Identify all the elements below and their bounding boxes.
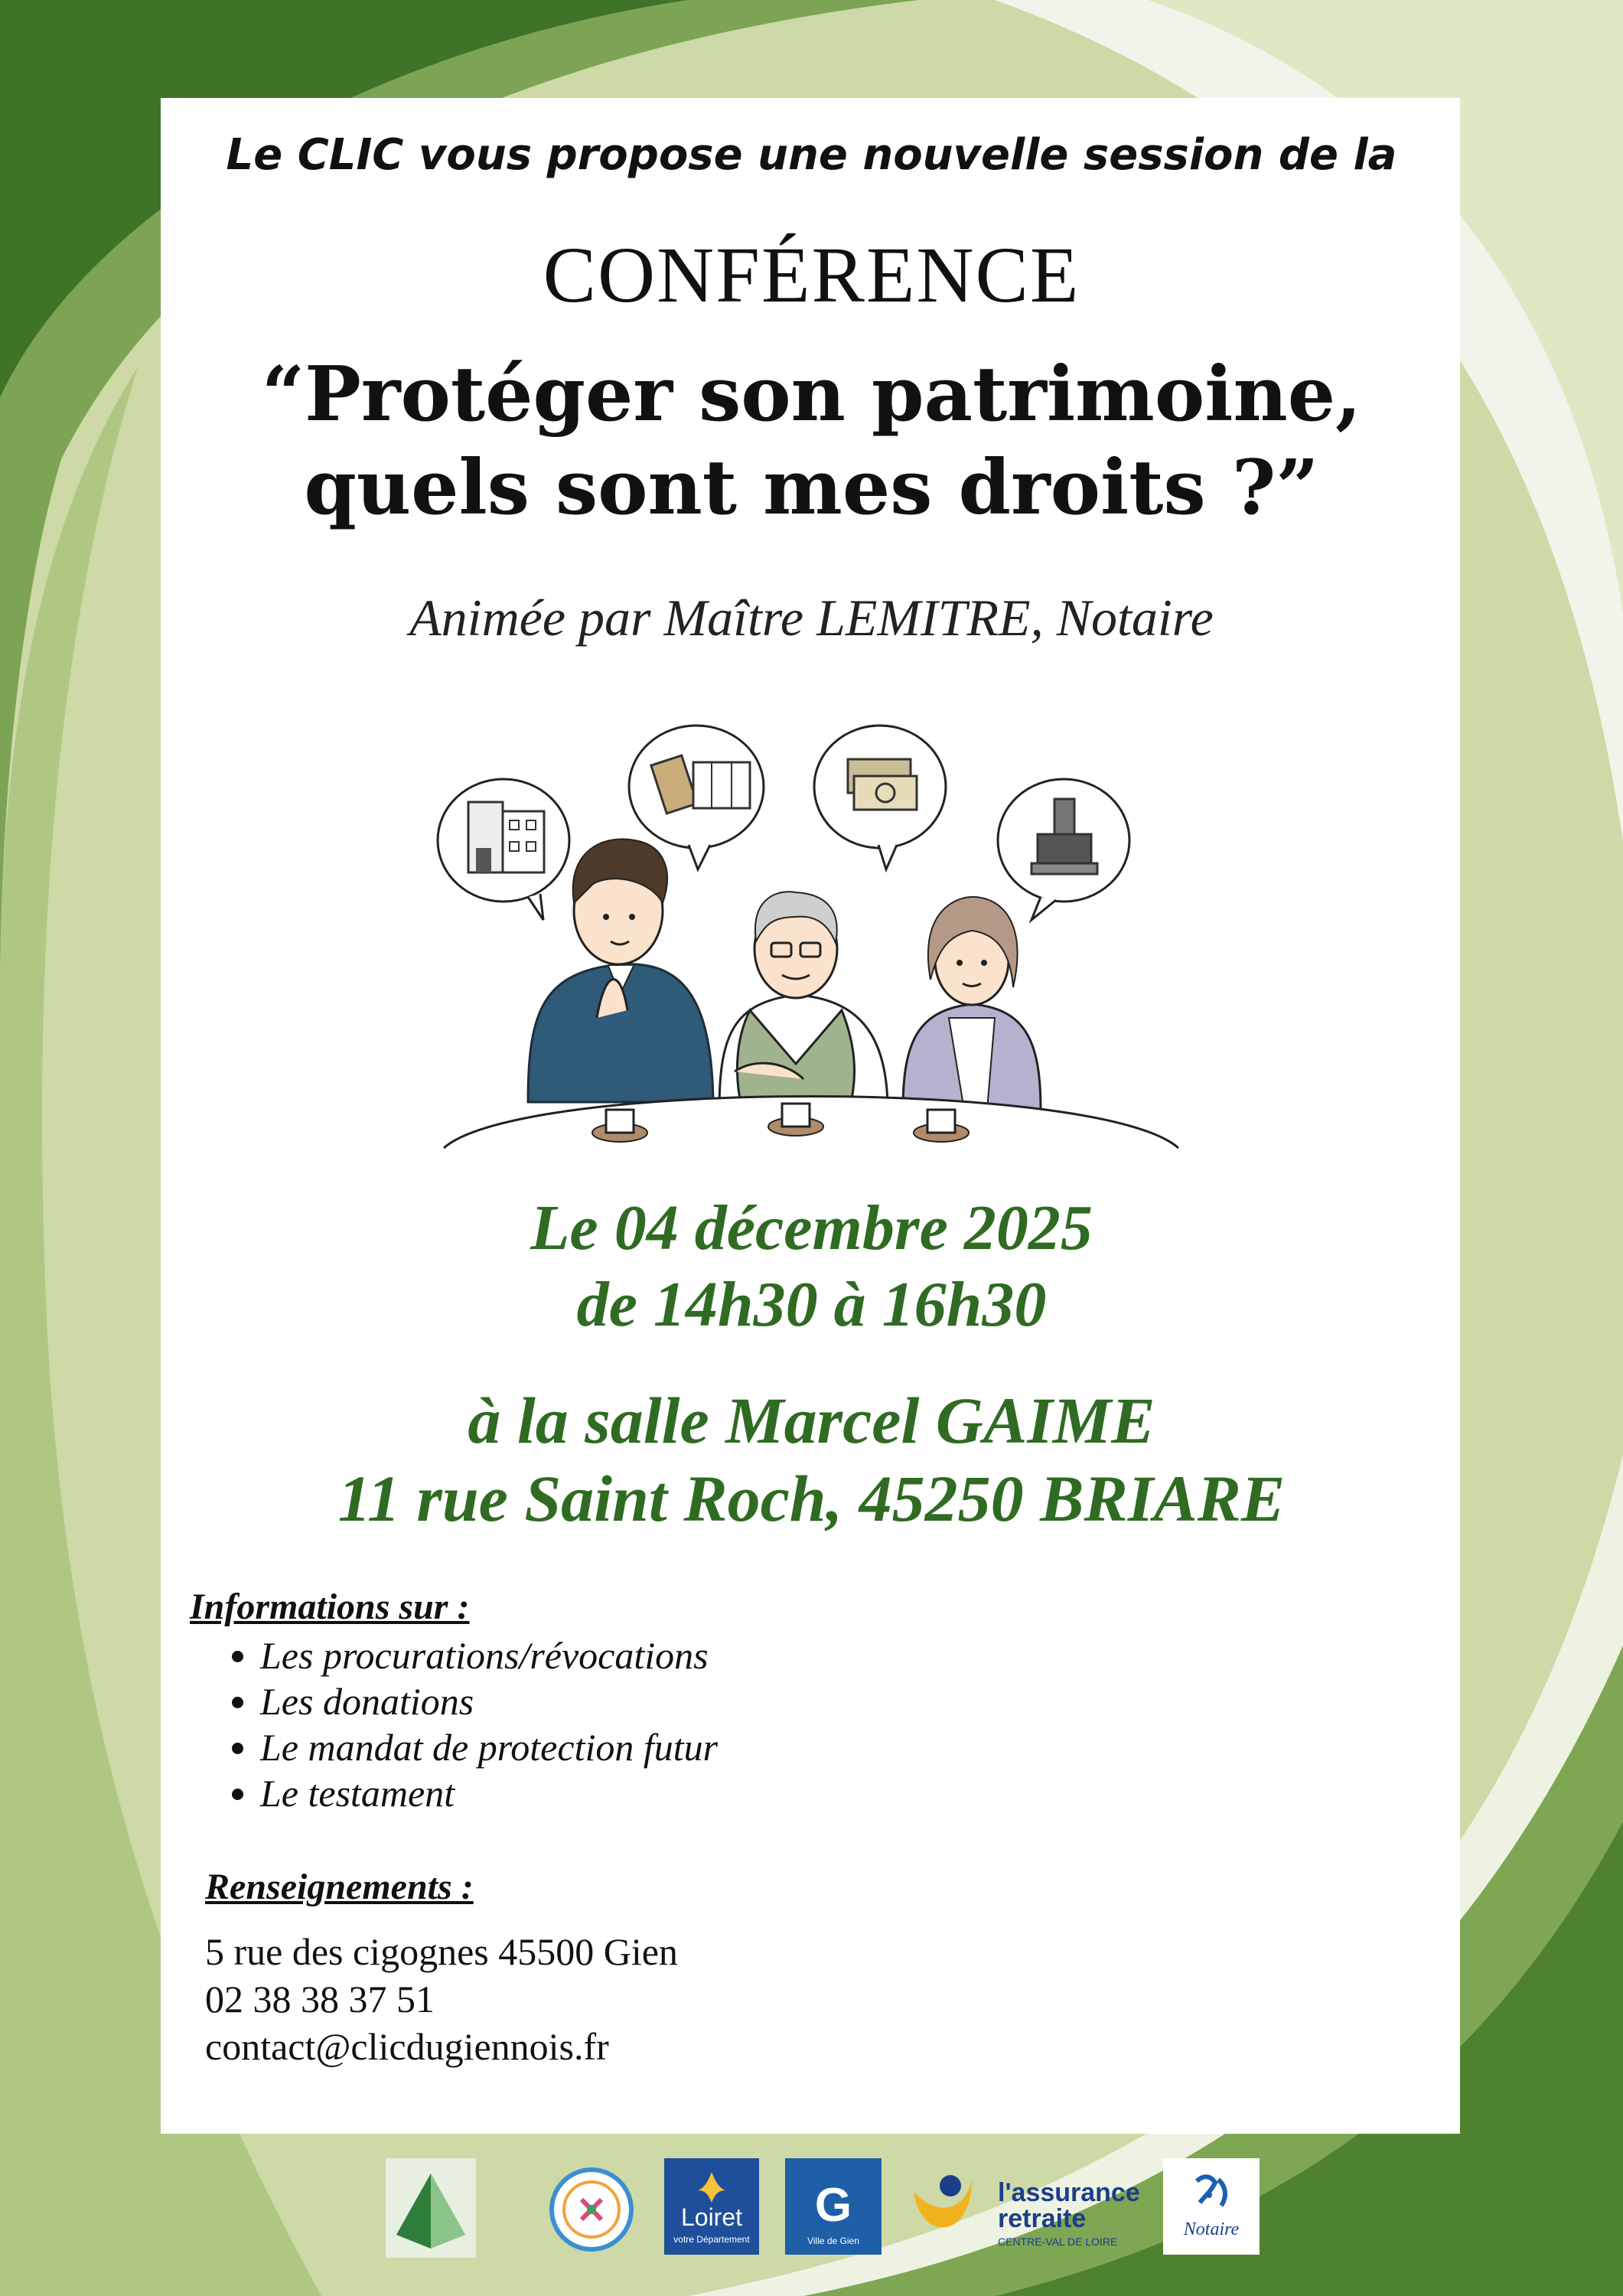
event-address: 11 rue Saint Roch, 45250 BRIARE <box>337 1462 1286 1535</box>
conference-title <box>0 348 1623 535</box>
title-line-1: “Protéger son patrimoine, <box>261 351 1362 439</box>
departement-round-logo <box>549 2167 634 2252</box>
conversation-illustration <box>429 719 1194 1156</box>
notaire-label: Notaire <box>1183 2219 1240 2239</box>
contact-phone[interactable]: 02 38 38 37 51 <box>205 1978 435 2020</box>
event-time: de 14h30 à 16h30 <box>576 1269 1047 1340</box>
assurance-line2: retraite <box>998 2204 1087 2233</box>
topics-list <box>190 1632 718 1816</box>
intro-line: Le CLIC vous propose une nouvelle session de la <box>226 130 1397 180</box>
list-item: • Le mandat de protection futur <box>260 1724 718 1770</box>
event-location <box>0 1381 1623 1538</box>
partner-logos <box>0 2158 1623 2265</box>
gien-letter: G <box>814 2179 852 2232</box>
assurance-region: CENTRE-VAL DE LOIRE <box>998 2236 1118 2248</box>
assurance-line1: l'assurance <box>998 2178 1140 2207</box>
speaker-line: Animée par Maître LEMITRE, Notaire <box>409 589 1214 647</box>
event-venue: à la salle Marcel GAIME <box>468 1384 1155 1457</box>
loiret-sub: votre Département <box>673 2234 750 2245</box>
conference-kicker: CONFÉRENCE <box>543 231 1080 319</box>
list-item: • Les procurations/révocations <box>260 1632 718 1678</box>
notaire-logo <box>1163 2158 1260 2255</box>
elderly-man <box>719 892 888 1110</box>
event-date: Le 04 décembre 2025 <box>530 1192 1093 1264</box>
topics-heading: Informations sur : <box>190 1587 470 1627</box>
list-item: • Le testament <box>260 1770 718 1816</box>
assurance-retraite-logo <box>908 2164 1145 2255</box>
list-item: • Les donations <box>260 1678 718 1724</box>
contact-address: 5 rue des cigognes 45500 Gien <box>205 1930 678 1973</box>
elderly-woman <box>903 897 1041 1110</box>
ville-de-gien-logo <box>785 2158 882 2255</box>
house-icon <box>438 779 569 920</box>
gravestone-icon <box>998 779 1129 920</box>
loiret-name: Loiret <box>680 2203 743 2231</box>
money-icon <box>814 726 946 869</box>
contact-heading: Renseignements : <box>205 1867 474 1907</box>
pyramid-logo <box>386 2158 476 2258</box>
topics-section <box>190 1586 718 1816</box>
loiret-logo <box>664 2158 759 2255</box>
event-datetime <box>0 1190 1623 1343</box>
contact-email[interactable]: contact@clicdugiennois.fr <box>205 2025 609 2068</box>
title-line-2: quels sont mes droits ?” <box>304 444 1319 532</box>
gien-sub: Ville de Gien <box>807 2236 859 2246</box>
contact-section <box>205 1866 678 2070</box>
